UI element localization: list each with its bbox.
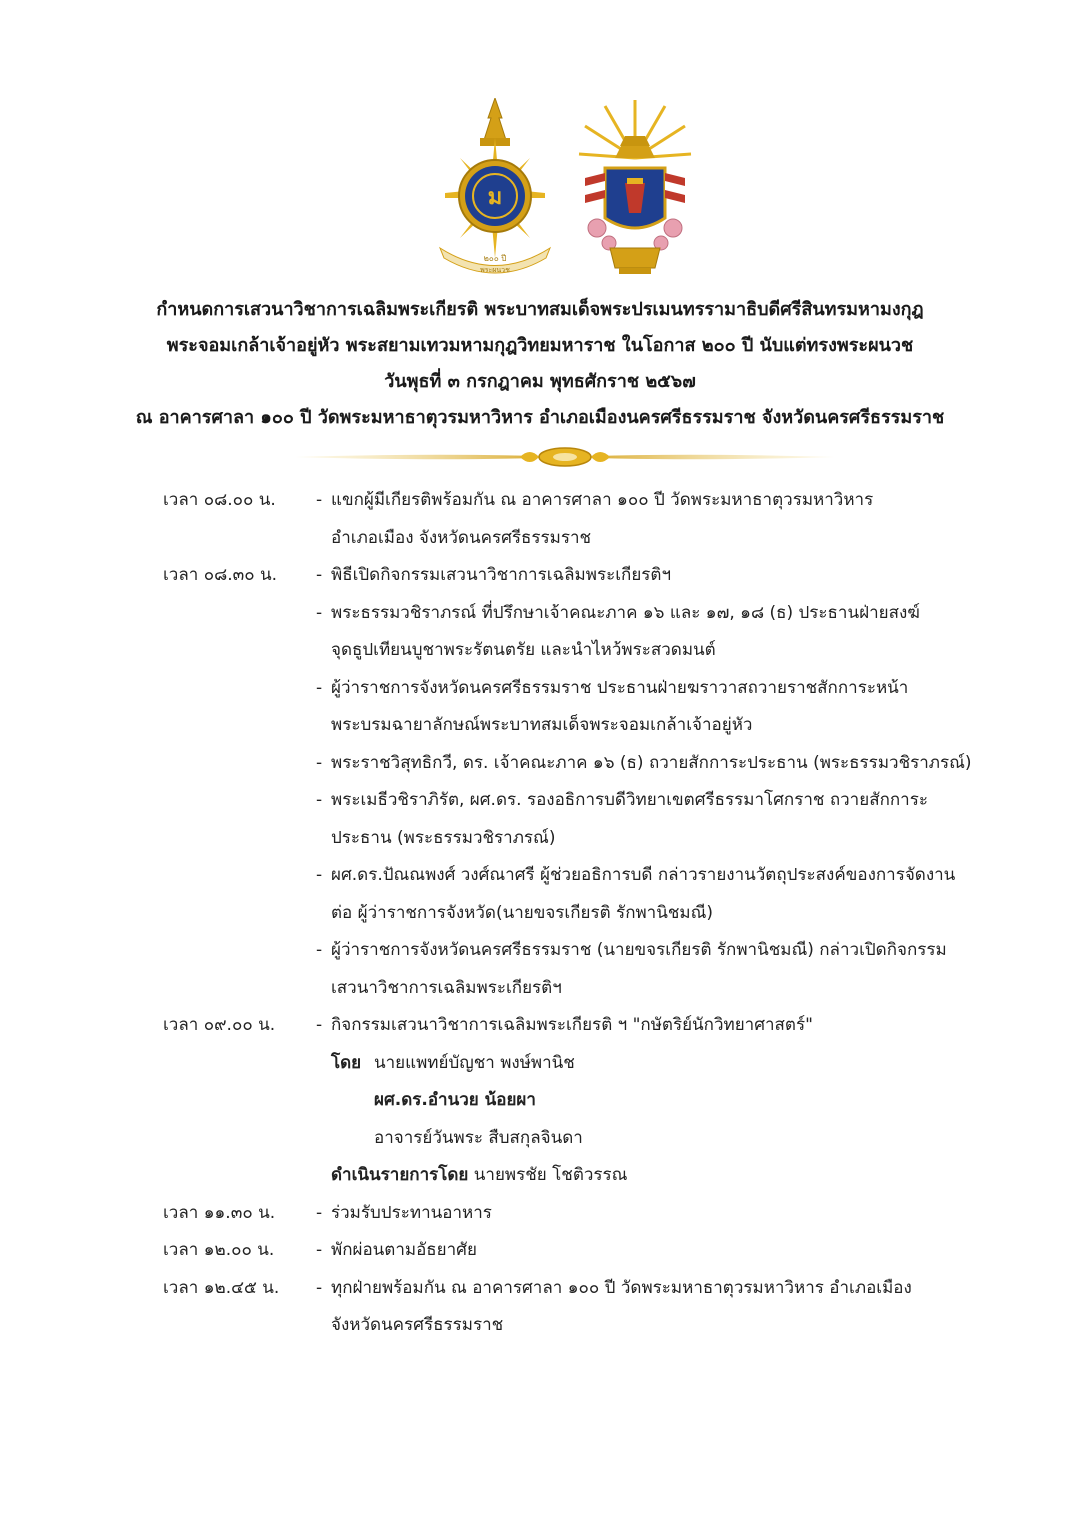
- bullet-dash: -: [316, 790, 323, 810]
- schedule-time: เวลา ๑๒.๐๐ น.: [163, 1240, 275, 1260]
- schedule-text: ประธาน (พระธรรมวชิราภรณ์): [331, 827, 556, 848]
- schedule-text: ต่อ ผู้ว่าราชการจังหวัด(นายขจรเกียรติ รักพานิชมณี): [331, 902, 714, 923]
- schedule-time: เวลา ๐๘.๓๐ น.: [163, 565, 278, 585]
- speaker-row: [0, 1120, 1081, 1158]
- bullet-dash: -: [316, 865, 323, 885]
- schedule-row-continued: [0, 520, 1081, 558]
- schedule-row-continued: [0, 820, 1081, 858]
- schedule-time: เวลา ๑๑.๓๐ น.: [163, 1202, 276, 1223]
- host-label: ดำเนินรายการโดย: [331, 1165, 469, 1185]
- schedule-row: [0, 482, 1081, 520]
- schedule-row-continued: [0, 632, 1081, 670]
- document-header: [40, 292, 1040, 436]
- schedule-row: [0, 745, 1081, 783]
- schedule-text: ผศ.ดร.ปัณณพงศ์ วงศ์ณาศรี ผู้ช่วยอธิการบดี กล่าวรายงานวัตถุประสงค์ของการจัดงาน: [331, 865, 956, 885]
- speaker-name: อาจารย์วันพระ สืบสกุลจินดา: [374, 1127, 583, 1148]
- speaker-name: นายแพทย์บัญชา พงษ์พานิช: [374, 1052, 575, 1073]
- bullet-dash: -: [316, 565, 323, 585]
- schedule-time: เวลา ๐๙.๐๐ น.: [163, 1015, 276, 1035]
- by-label: โดย: [331, 1052, 362, 1073]
- schedule-row: [0, 932, 1081, 970]
- schedule-row: [0, 670, 1081, 708]
- bicentennial-emblem-left: [420, 98, 570, 280]
- schedule-text: พักผ่อนตามอัธยาศัย: [331, 1240, 477, 1260]
- bullet-dash: -: [316, 1202, 323, 1223]
- schedule-row: [0, 595, 1081, 633]
- bullet-dash: -: [316, 602, 323, 623]
- schedule-text: พระบรมฉายาลักษณ์พระบาทสมเด็จพระจอมเกล้าเจ้าอยู่หัว: [331, 715, 753, 735]
- ornamental-divider: [295, 444, 835, 470]
- schedule-row: [0, 557, 1081, 595]
- schedule-text: เสวนาวิชาการเฉลิมพระเกียรติฯ: [331, 977, 562, 998]
- header-venue: ณ อาคารศาลา ๑๐๐ ปี วัดพระมหาธาตุวรมหาวิหาร อำเภอเมืองนครศรีธรรมราช จังหวัดนครศรีธรรมราช: [135, 407, 945, 428]
- header-title-line-1: กำหนดการเสวนาวิชาการเฉลิมพระเกียรติ พระบาทสมเด็จพระปรเมนทรรามาธิบดีศรีสินทรมหามงกุฎ: [156, 299, 924, 320]
- schedule-row: [0, 1007, 1081, 1045]
- schedule-text: ผู้ว่าราชการจังหวัดนครศรีธรรมราช ประธานฝ่ายฆราวาสถวายราชสักการะหน้า: [331, 677, 909, 698]
- emblem-ribbon-text: พระผนวช: [480, 266, 510, 274]
- bullet-dash: -: [316, 677, 323, 698]
- header-title-line-2: พระจอมเกล้าเจ้าอยู่หัว พระสยามเทวมหามกุฎวิทยมหาราช ในโอกาส ๒๐๐ ปี นับแต่ทรงพระผนวช: [166, 335, 914, 356]
- emblem-ribbon-text: ๒๐๐ ปี: [483, 254, 507, 263]
- schedule-row-continued: [0, 970, 1081, 1008]
- host-name: นายพรชัย โชติวรรณ: [473, 1165, 628, 1185]
- bullet-dash: -: [316, 1240, 323, 1260]
- schedule-text: ทุกฝ่ายพร้อมกัน ณ อาคารศาลา ๑๐๐ ปี วัดพระมหาธาตุวรมหาวิหาร อำเภอเมือง: [331, 1277, 912, 1298]
- schedule-row-continued: [0, 895, 1081, 933]
- schedule-row: [0, 1270, 1081, 1308]
- schedule-text: ผู้ว่าราชการจังหวัดนครศรีธรรมราช (นายขจรเกียรติ รักพานิชมณี) กล่าวเปิดกิจกรรม: [331, 940, 947, 960]
- schedule-time: เวลา ๑๒.๔๕ น.: [163, 1277, 280, 1298]
- schedule-text: จังหวัดนครศรีธรรมราช: [331, 1315, 504, 1335]
- schedule-row: [0, 1232, 1081, 1270]
- emblems-area: [0, 98, 1081, 280]
- schedule-time: เวลา ๐๘.๐๐ น.: [163, 490, 276, 510]
- schedule-row-continued: [0, 707, 1081, 745]
- schedule-row-continued: [0, 1307, 1081, 1345]
- bullet-dash: -: [316, 940, 323, 960]
- header-date: วันพุธที่ ๓ กรกฎาคม พุทธศักราช ๒๕๖๗: [384, 371, 696, 392]
- schedule-text: อำเภอเมือง จังหวัดนครศรีธรรมราช: [331, 527, 592, 548]
- speaker-name: ผศ.ดร.อำนวย น้อยผา: [374, 1090, 536, 1110]
- host-row: [0, 1157, 1081, 1195]
- schedule-text: แขกผู้มีเกียรติพร้อมกัน ณ อาคารศาลา ๑๐๐ ปี วัดพระมหาธาตุวรมหาวิหาร: [331, 490, 874, 510]
- bullet-dash: -: [316, 490, 323, 510]
- schedule-text: พระเมธีวชิราภิรัต, ผศ.ดร. รองอธิการบดีวิทยาเขตศรีธรรมาโศกราช ถวายสักการะ: [331, 790, 928, 810]
- schedule-row: [0, 1195, 1081, 1233]
- schedule-text: พระราชวิสุทธิกวี, ดร. เจ้าคณะภาค ๑๖ (ธ) ถวายสักการะประธาน (พระธรรมวชิราภรณ์): [331, 752, 972, 773]
- bullet-dash: -: [316, 752, 323, 773]
- schedule-row: [0, 782, 1081, 820]
- schedule-text: ร่วมรับประทานอาหาร: [331, 1202, 492, 1223]
- schedule-text: จุดธูปเทียนบูชาพระรัตนตรัย และนำไหว้พระสวดมนต์: [331, 640, 716, 660]
- speaker-row: [0, 1045, 1081, 1083]
- schedule-text: พิธีเปิดกิจกรรมเสวนาวิชาการเฉลิมพระเกียรติฯ: [331, 565, 671, 585]
- bullet-dash: -: [316, 1277, 323, 1298]
- schedule: [0, 482, 1081, 1345]
- bullet-dash: -: [316, 1015, 323, 1035]
- university-emblem-right: [575, 98, 695, 276]
- schedule-text: พระธรรมวชิราภรณ์ ที่ปรึกษาเจ้าคณะภาค ๑๖ และ ๑๗, ๑๘ (ธ) ประธานฝ่ายสงฆ์: [331, 602, 920, 623]
- svg-text:ม: ม: [487, 184, 503, 210]
- speaker-row: [0, 1082, 1081, 1120]
- schedule-row: [0, 857, 1081, 895]
- schedule-text: กิจกรรมเสวนาวิชาการเฉลิมพระเกียรติ ฯ "กษัตริย์นักวิทยาศาสตร์": [331, 1015, 813, 1035]
